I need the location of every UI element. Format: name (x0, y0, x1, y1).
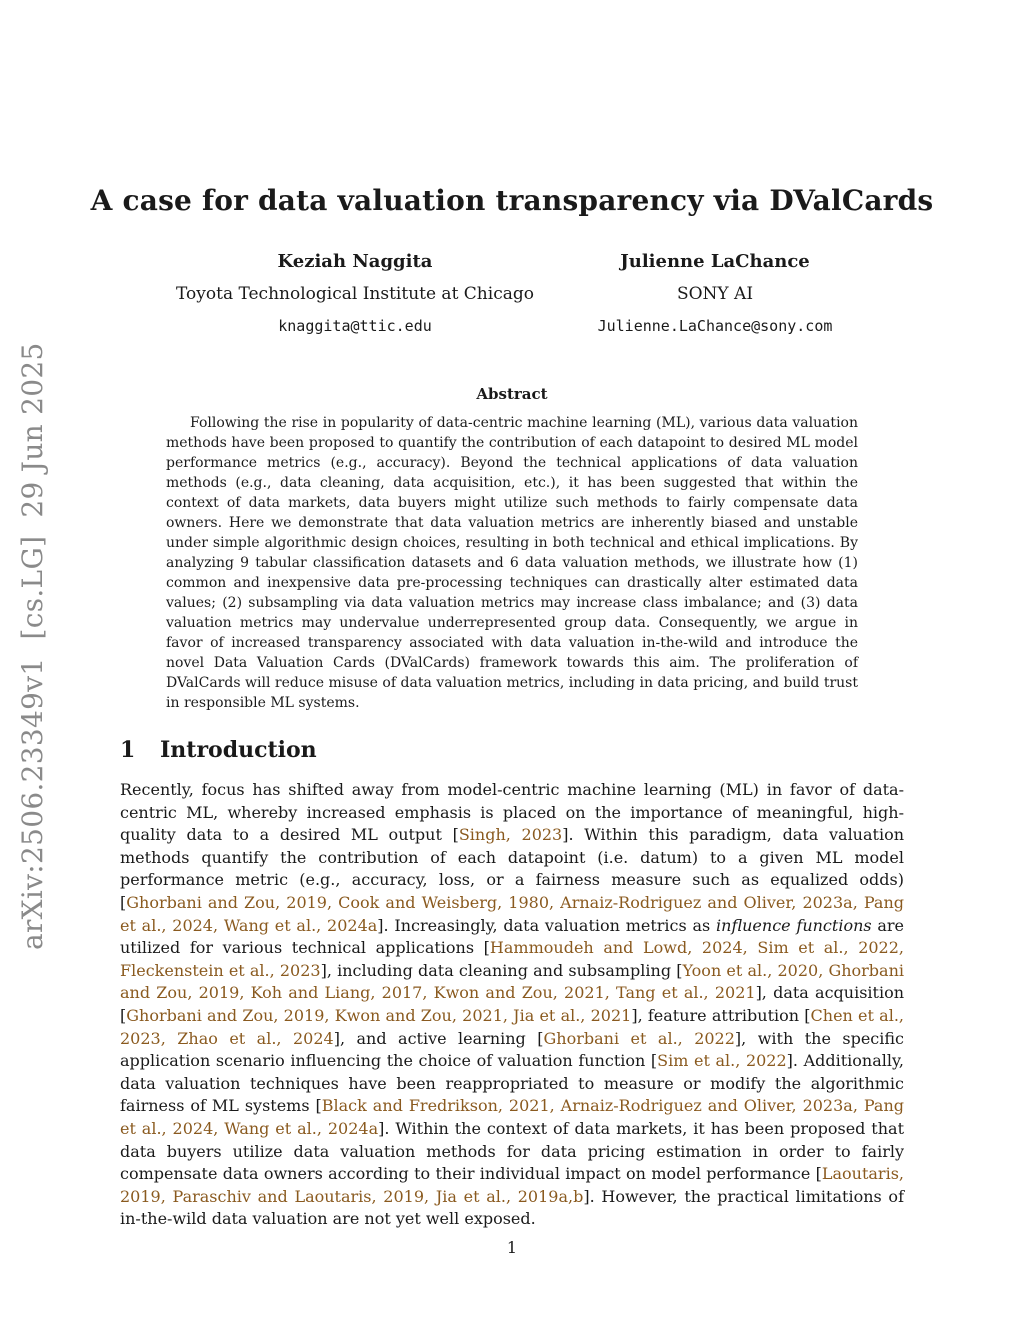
intro-text: ], with the specific application scenario influencing the choice of valuation function [ (120, 1028, 905, 1071)
section-heading (120, 737, 317, 763)
citation-link[interactable]: Singh, 2023 (458, 825, 563, 845)
emphasis-text: influence functions (716, 915, 872, 935)
citation-link[interactable]: Hammoudeh and Lowd, 2024, Sim et al., 2022, Fleckenstein et al., 2023 (120, 938, 905, 980)
intro-text: ], including data cleaning and subsampling [ (320, 960, 683, 980)
author-email-1[interactable]: knaggita@ttic.edu (278, 317, 432, 335)
author-name-2: Julienne LaChance (620, 251, 810, 272)
citation-link[interactable]: Yoon et al., 2020, Ghorbani and Zou, 2019, Koh and Liang, 2017, Kwon and Zou, 2021, Tang et al., 2021 (120, 960, 905, 1003)
page-number: 1 (506, 1238, 518, 1257)
arxiv-id[interactable]: arXiv:2506.23349v1 (16, 657, 49, 950)
author-affiliation-2: SONY AI (676, 284, 754, 304)
intro-text: are utilized for various technical applications [ (120, 915, 905, 958)
author-affiliation-1: Toyota Technological Institute at Chicago (176, 284, 534, 304)
citation-link[interactable]: Ghorbani and Zou, 2019, Kwon and Zou, 2021, Jia et al., 2021 (126, 1005, 632, 1025)
abstract-heading: Abstract (476, 385, 548, 403)
section-title: Introduction (160, 737, 317, 763)
arxiv-category: [cs.LG] (16, 535, 49, 640)
author-email-2[interactable]: Julienne.LaChance@sony.com (597, 317, 833, 335)
citation-link[interactable]: Chen et al., 2023, Zhao et al., 2024 (120, 1005, 904, 1048)
citation-link[interactable]: Sim et al., 2022 (657, 1051, 787, 1071)
citation-link[interactable]: Black and Fredrikson, 2021, Arnaiz-Rodriguez and Oliver, 2023a, Pang et al., 2024, Wang et al., 2024a (120, 1096, 904, 1138)
intro-text: ]. Additionally, data valuation techniques have been reappropriated to measure or modify the algorithmic fairness of ML systems [ (120, 1051, 905, 1116)
arxiv-date: 29 Jun 2025 (16, 342, 49, 518)
section-number: 1 (120, 737, 136, 763)
citation-link[interactable]: Ghorbani et al., 2022 (543, 1028, 735, 1048)
intro-paragraph (120, 779, 904, 1231)
intro-text: ], data acquisition [ (120, 983, 904, 1025)
paper-title: A case for data valuation transparency via DValCards (90, 184, 934, 217)
arxiv-stamp (16, 342, 49, 950)
author-name-1: Keziah Naggita (277, 251, 433, 272)
citation-link[interactable]: Laoutaris, 2019, Paraschiv and Laoutaris, 2019, Jia et al., 2019a,b (120, 1164, 904, 1206)
intro-text: Recently, focus has shifted away from model-centric machine learning (ML) in favor of data-centric ML, whereby increased emphasis is placed on the importance of meaningful, high-quality data to a desired ML output [ (120, 780, 904, 845)
intro-text: ]. However, the practical limitations of in-the-wild data valuation are not yet well exposed. (120, 1186, 904, 1229)
abstract-text: Following the rise in popularity of data-centric machine learning (ML), various data valuation methods have been proposed to quantify the contribution of each datapoint to desired ML model performance metrics (e.g., accuracy). Beyond the technical applications of data valuation methods (e.g., data cleaning, data acquisition, etc.), it has been suggested that within the context of data markets, data buyers might utilize such methods to fairly compensate data owners. Here we demonstrate that data valuation metrics are inherently biased and unstable under simple algorithmic design choices, resulting in both technical and ethical implications. By analyzing 9 tabular classification datasets and 6 data valuation methods, we illustrate how (1) common and inexpensive data pre-processing techniques can drastically alter estimated data values; (2) subsampling via data valuation metrics may increase class imbalance; and (3) data valuation metrics may undervalue underrepresented group data. Consequently, we argue in favor of increased transparency associated with data valuation in-the-wild and introduce the novel Data Valuation Cards (DValCards) framework towards this aim. The proliferation of DValCards will reduce misuse of data valuation metrics, including in data pricing, and build trust in responsible ML systems. (166, 415, 858, 711)
intro-text: ], and active learning [ (333, 1028, 544, 1048)
intro-text: ]. Increasingly, data valuation metrics as (377, 915, 717, 935)
intro-text: ], feature attribution [ (631, 1005, 811, 1025)
intro-text: ]. Within this paradigm, data valuation methods quantify the contribution of each datapoint (i.e. datum) to a given ML model performance metric (e.g., accuracy, loss, or a fairness measure such as equalized odds) [ (120, 825, 905, 912)
citation-link[interactable]: Ghorbani and Zou, 2019, Cook and Weisberg, 1980, Arnaiz-Rodriguez and Oliver, 2023a, Pang et al., 2024, Wang et al., 2024a (120, 892, 904, 935)
intro-text: ]. Within the context of data markets, it has been proposed that data buyers utilize data valuation methods for data pricing estimation in order to fairly compensate data owners according to their individual impact on model performance [ (120, 1118, 905, 1184)
